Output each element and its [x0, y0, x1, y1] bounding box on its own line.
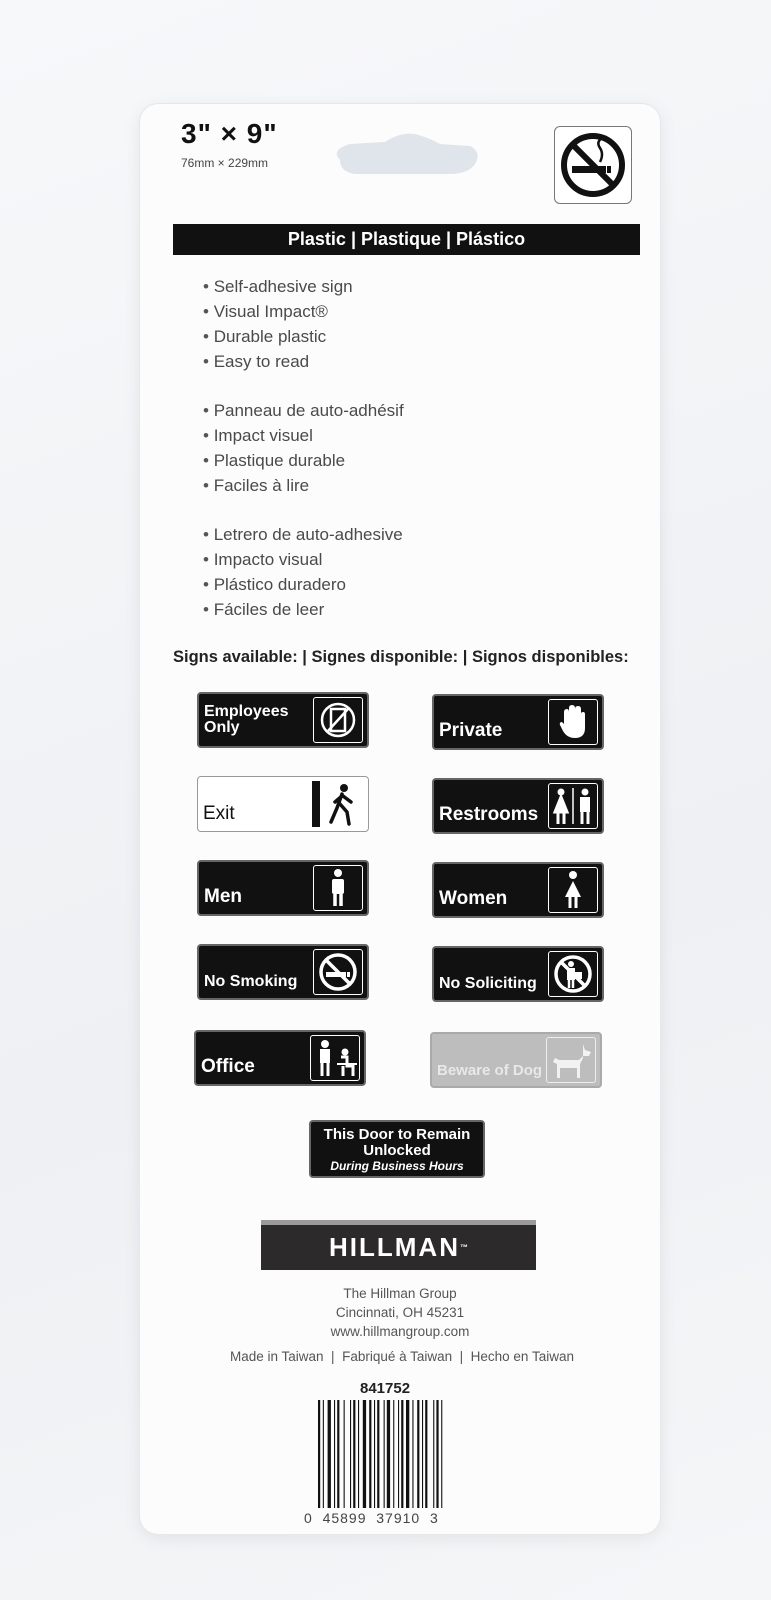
- feature-item: • Impacto visual: [203, 547, 403, 572]
- sign-employees-only: [197, 692, 369, 748]
- feature-item: • Faciles à lire: [203, 473, 404, 498]
- material-banner: Plastic | Plastique | Plástico: [173, 224, 640, 255]
- feature-item: • Plástico duradero: [203, 572, 403, 597]
- sign-label: Restrooms: [439, 804, 539, 825]
- sign-label: Women: [439, 888, 508, 909]
- sign-label: Office: [201, 1056, 255, 1077]
- feature-item: • Letrero de auto-adhesive: [203, 522, 403, 547]
- woman-icon: [548, 867, 598, 913]
- sign-no-soliciting: [432, 946, 604, 1002]
- man-icon: [313, 865, 363, 911]
- no-smoking-icon: [554, 126, 632, 204]
- sign-label: Private: [439, 720, 503, 741]
- feature-item: • Fáciles de leer: [203, 597, 403, 622]
- feature-item: • Easy to read: [203, 349, 353, 374]
- sign-no-smoking: [197, 944, 369, 1000]
- sign-door-unlocked: [309, 1120, 485, 1178]
- feature-item: • Durable plastic: [203, 324, 353, 349]
- door-icon: [313, 697, 363, 743]
- company-website: www.hillmangroup.com: [330, 1324, 470, 1339]
- sign-label: Exit: [203, 803, 235, 824]
- no-soliciting-icon: [548, 951, 598, 997]
- feature-item: • Plastique durable: [203, 448, 404, 473]
- sign-women: [432, 862, 604, 918]
- features-spanish: [203, 522, 403, 622]
- door-sign-line1: This Door to Remain: [323, 1126, 471, 1143]
- features-english: [203, 274, 353, 374]
- sku-number: 841752: [360, 1380, 411, 1397]
- trademark-symbol: ™: [459, 1243, 468, 1252]
- features-french: [203, 398, 404, 498]
- barcode: [318, 1400, 476, 1510]
- sign-men: [197, 860, 369, 916]
- sign-label: No Soliciting: [439, 975, 537, 992]
- sign-label: Employees Only: [204, 703, 289, 736]
- sign-restrooms: [432, 778, 604, 834]
- country-of-origin: Made in Taiwan | Fabriqué à Taiwan | Hecho en Taiwan: [230, 1349, 574, 1364]
- company-city: Cincinnati, OH 45231: [335, 1305, 465, 1320]
- restroom-icon: [548, 783, 598, 829]
- feature-item: • Self-adhesive sign: [203, 274, 353, 299]
- size-inches: 3" × 9": [181, 118, 278, 149]
- sign-label: Beware of Dog: [437, 1062, 543, 1079]
- sign-office: [194, 1030, 366, 1086]
- feature-item: • Panneau de auto-adhésif: [203, 398, 404, 423]
- barcode-digits: 0 45899 37910 3: [304, 1510, 439, 1526]
- sign-label: Men: [204, 886, 242, 907]
- company-name: The Hillman Group: [343, 1286, 457, 1301]
- sign-beware-of-dog: [430, 1032, 602, 1088]
- office-icon: [310, 1035, 360, 1081]
- door-sign-line3: During Business Hours: [330, 1159, 464, 1173]
- sign-label: No Smoking: [204, 973, 298, 990]
- sign-exit: [197, 776, 369, 832]
- dog-icon: [546, 1037, 596, 1083]
- hand-icon: [548, 699, 598, 745]
- feature-item: • Impact visuel: [203, 423, 404, 448]
- brand-name: HILLMAN: [329, 1232, 460, 1262]
- hillman-logo: [261, 1220, 536, 1270]
- feature-item: • Visual Impact®: [203, 299, 353, 324]
- size-metric: 76mm × 229mm: [181, 156, 269, 170]
- signs-available-heading: Signs available: | Signes disponible: | Signos disponibles:: [173, 648, 629, 666]
- sign-private: [432, 694, 604, 750]
- door-sign-line2: Unlocked: [363, 1142, 431, 1159]
- company-address: [300, 1284, 500, 1341]
- no-smoking-icon: [313, 949, 363, 995]
- walking-person-icon: [312, 781, 364, 827]
